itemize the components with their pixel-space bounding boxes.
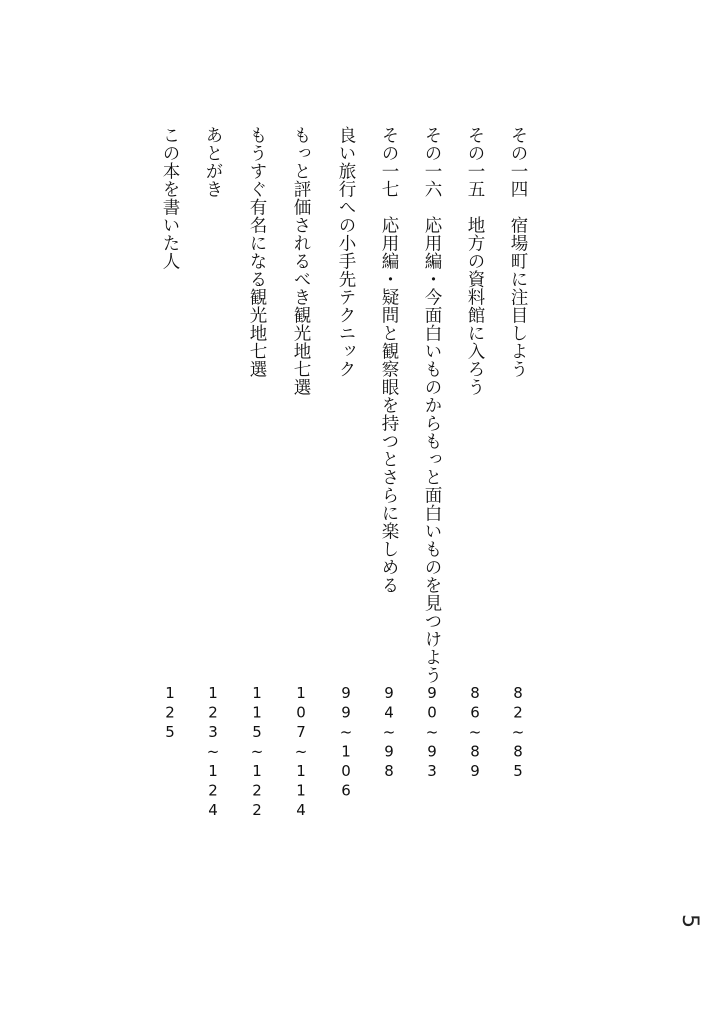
toc-entry-pages: 123~124 — [204, 684, 222, 821]
toc-entry-pages: 107~114 — [292, 684, 310, 821]
toc-entry — [333, 0, 359, 1024]
toc-entry-pages: 86~89 — [466, 684, 484, 782]
toc-entry-pages: 125 — [161, 684, 179, 743]
toc-entry — [244, 0, 270, 1024]
toc-entry — [376, 0, 402, 1024]
toc-entry-title: その一七 応用編・疑問と観察眼を持つとさらに楽しめる — [379, 126, 399, 594]
toc-entry — [419, 0, 445, 1024]
toc-entry-pages: 82~85 — [509, 684, 527, 782]
toc-entry-title: あとがき — [203, 126, 223, 198]
toc-entry-title: その一六 応用編・今面白いものからもっと面白いものを見つけよう — [422, 126, 442, 684]
toc-entry-title: 良い旅行への小手先テクニック — [336, 126, 356, 378]
toc-entry-pages: 115~122 — [248, 684, 266, 821]
toc-entry — [505, 0, 531, 1024]
toc-entry-title: もっと評価されるべき観光地七選 — [291, 126, 311, 396]
page-number: 5 — [677, 914, 702, 928]
toc-entry — [200, 0, 226, 1024]
toc-entry-title: その一五 地方の資料館に入ろう — [465, 126, 485, 396]
toc-entry-pages: 99~106 — [337, 684, 355, 801]
toc-entry-title: その一四 宿場町に注目しよう — [508, 126, 528, 378]
toc-entry — [288, 0, 314, 1024]
toc-entry — [157, 0, 183, 1024]
toc-entry — [462, 0, 488, 1024]
toc-entry-title: もうすぐ有名になる観光地七選 — [247, 126, 267, 378]
toc-entry-pages: 94~98 — [380, 684, 398, 782]
toc-entry-pages: 90~93 — [423, 684, 441, 782]
toc-entry-title: この本を書いた人 — [160, 126, 180, 270]
